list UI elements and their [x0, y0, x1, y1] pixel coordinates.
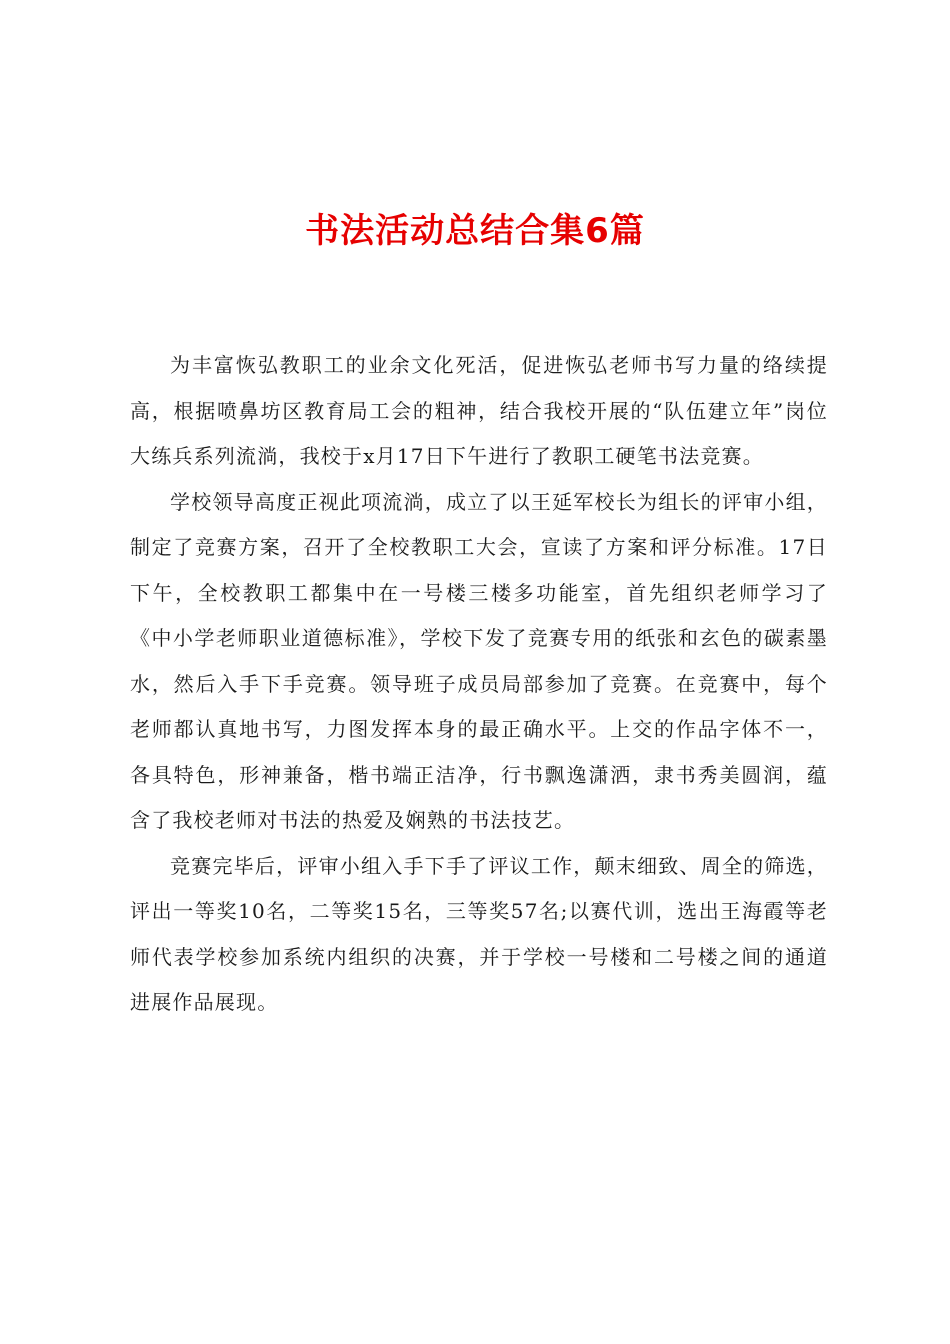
paragraph-3: 竞赛完毕后，评审小组入手下手了评议工作，颠末细致、周全的筛选，评出一等奖10名，二等奖15名，三等奖57名;以赛代训，选出王海霞等老师代表学校参加系统内组织的决赛，并于学校一号楼和二号楼之间的通道进展作品展现。 — [130, 853, 828, 1014]
paragraph-1: 为丰富恢弘教职工的业余文化死活，促进恢弘老师书写力量的络续提高，根据喷鼻坊区教育局工会的粗神，结合我校开展的“队伍建立年”岗位大练兵系列流淌，我校于x月17日下午进行了教职工硬笔书法竞赛。 — [130, 353, 828, 468]
document-body — [130, 343, 828, 1026]
document-title: 书法活动总结合集6篇 — [305, 211, 645, 251]
paragraph-2: 学校领导高度正视此项流淌，成立了以王延军校长为组长的评审小组，制定了竞赛方案，召开了全校教职工大会，宣读了方案和评分标准。17日下午，全校教职工都集中在一号楼三楼多功能室，首先组织老师学习了《中小学老师职业道德标准》，学校下发了竞赛专用的纸张和玄色的碳素墨水，然后入手下手竞赛。领导班子成员局部参加了竞赛。在竞赛中，每个老师都认真地书写，力图发挥本身的最正确水平。上交的作品字体不一，各具特色，形神兼备，楷书端正洁净，行书飘逸潇洒，隶书秀美圆润，蕴含了我校老师对书法的热爱及娴熟的书法技艺。 — [130, 489, 828, 832]
